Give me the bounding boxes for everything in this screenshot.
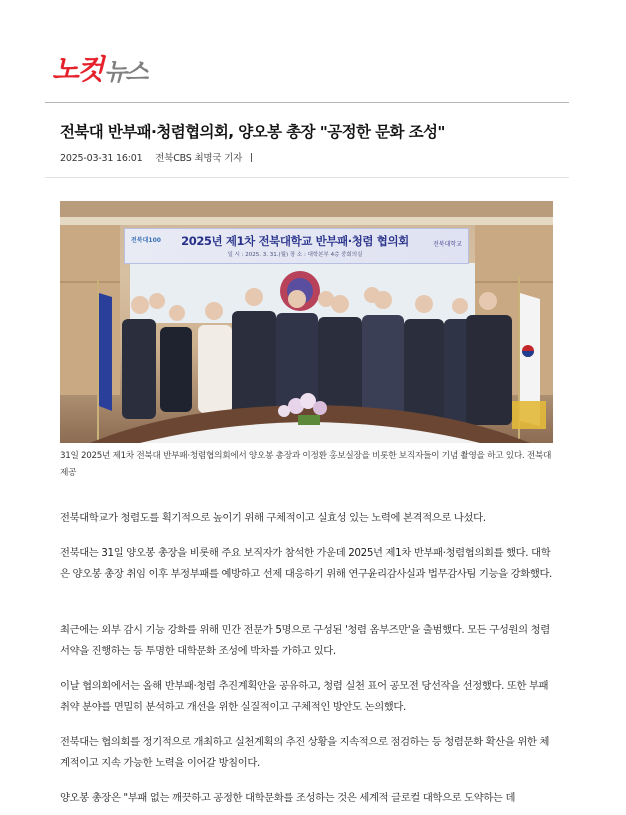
paragraph-2: 전북대는 31일 양오봉 총장을 비롯해 주요 보직자가 참석한 가운데 2025년 제1차 반부패·청렴협의회를 했다. 대학은 양오봉 총장 취임 이후 부정부패를 예방하고 선제 대응하기 위해 연구윤리감사실과 법무감사팀 기능을 강화했다. xyxy=(60,547,552,580)
article-date: 2025-03-31 16:01 xyxy=(60,153,143,164)
site-logo[interactable] xyxy=(52,44,146,84)
photo-banner xyxy=(124,228,469,264)
paragraph-4: 이날 협의회에서는 올해 반부패·청렴 추진계획안을 공유하고, 청렴 실천 표어 공모전 당선작을 선정했다. 또한 부패 취약 분야를 면밀히 분석하고 개선을 위한 실질적이고 구체적인 방안도 논의했다. xyxy=(60,680,549,713)
paragraph-3: 최근에는 외부 감시 기능 강화를 위해 민간 전문가 5명으로 구성된 '청렴 옴부즈만'을 출범했다. 모든 구성원의 청렴 서약을 진행하는 등 투명한 대학문화 조성에 박차를 가하고 있다. xyxy=(60,624,550,657)
paragraph-1: 전북대학교가 청렴도를 획기적으로 높이기 위해 구체적이고 실효성 있는 노력에 본격적으로 나섰다. xyxy=(60,512,486,524)
byline-separator xyxy=(251,153,252,162)
article-meta xyxy=(60,150,252,164)
banner-title: 2025년 제1차 전북대학교 반부패·청렴 협의회 xyxy=(181,234,409,248)
banner-logo-left: 전북대100 xyxy=(131,237,161,244)
header-divider xyxy=(45,102,569,103)
paragraph-5: 전북대는 협의회를 정기적으로 개최하고 실천계획의 추진 상황을 지속적으로 점검하는 등 청렴문화 확산을 위한 체계적이고 지속 가능한 노력을 이어갈 방침이다. xyxy=(60,736,550,769)
meta-divider xyxy=(45,177,569,178)
logo-text-part1: 노컷 xyxy=(52,53,103,86)
article-title: 전북대 반부패·청렴협의회, 양오봉 총장 "공정한 문화 조성" xyxy=(60,123,445,141)
paragraph-6: 양오봉 총장은 "부패 없는 깨끗하고 공정한 대학문화를 조성하는 것은 세계적 글로컬 대학으로 도약하는 데 xyxy=(60,792,516,804)
article-photo xyxy=(60,201,553,443)
banner-subtitle: 일 시 : 2025. 3. 31.(월) 장 소 : 대학본부 4층 중회의실 xyxy=(227,252,363,258)
banner-logo-right: 전북대학교 xyxy=(433,241,462,248)
photo-caption: 31일 2025년 제1차 전북대 반부패·청렴협의회에서 양오봉 총장과 이정환 홍보실장을 비롯한 보직자들이 기념 촬영을 하고 있다. 전북대 제공 xyxy=(60,451,552,478)
logo-text-part2: 뉴스 xyxy=(104,58,147,86)
article-byline[interactable]: 전북CBS 최명국 기자 xyxy=(155,153,243,164)
